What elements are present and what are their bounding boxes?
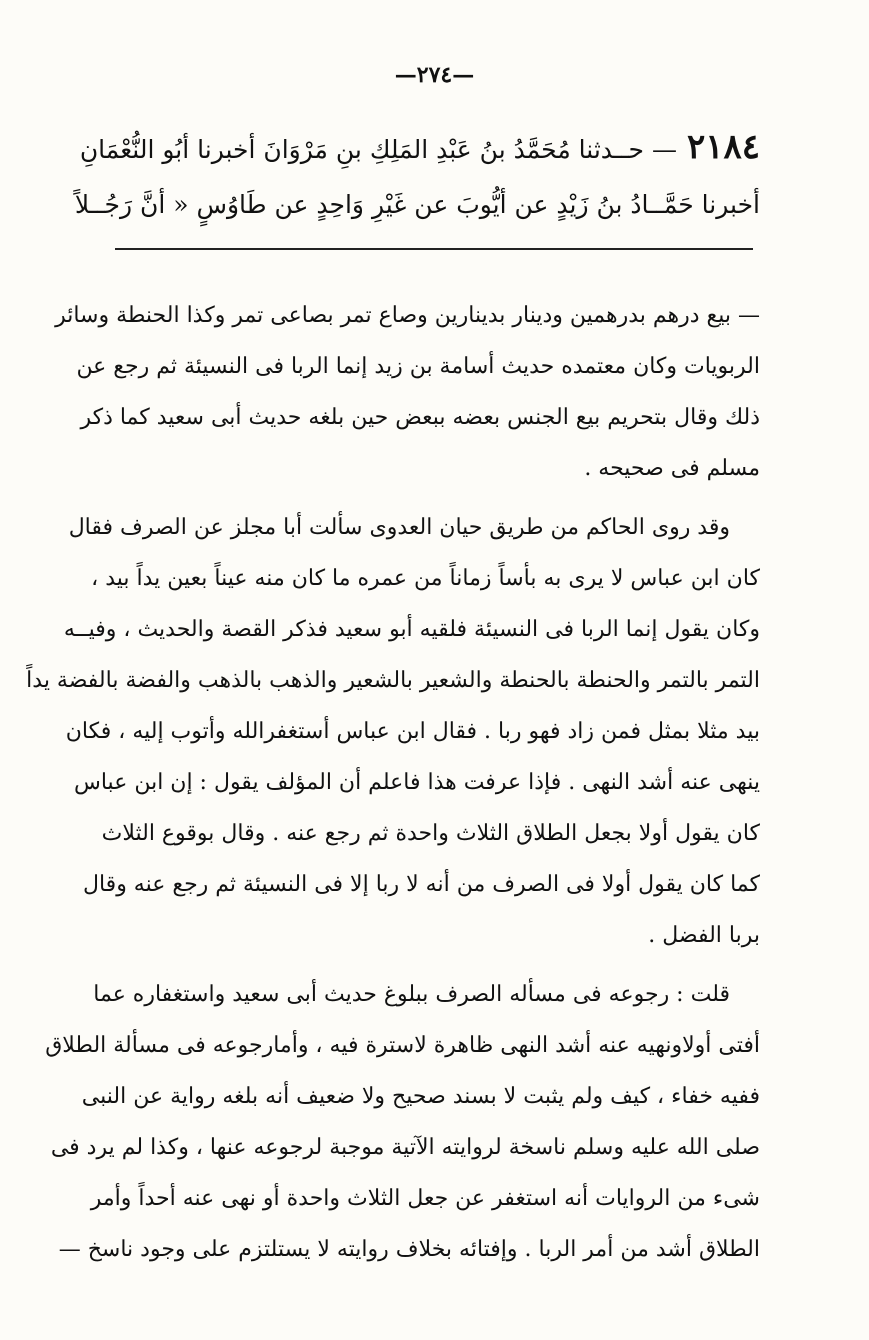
commentary-line: الطلاق أشد من أمر الربا . وإفتائه بخلاف روايته لا يستلتزم على وجود ناسخ —: [58, 1237, 760, 1262]
commentary-line: الربويات وكان معتمده حديث أسامة بن زيد إنما الربا فى النسيئة ثم رجع عن: [76, 354, 760, 379]
commentary-line: شىء من الروايات أنه استغفر عن جعل الثلاث واحدة أو نهى عنه أحداً وأمر: [90, 1186, 760, 1211]
commentary-line: مسلم فى صحيحه .: [584, 456, 760, 481]
commentary-line: كان يقول أولا بجعل الطلاق الثلاث واحدة ثم رجع عنه . وقال بوقوع الثلاث: [101, 821, 760, 846]
separator-rule: [115, 248, 753, 250]
hadith-text: [74, 118, 760, 234]
commentary-line: صلى الله عليه وسلم ناسخة لروايته الآتية موجبة لرجوعه عنها ، وكذا لم يرد فى: [50, 1135, 760, 1160]
commentary-line: التمر بالتمر والحنطة بالحنطة والشعير بالشعير والذهب بالذهب والفضة بالفضة يداً: [26, 668, 760, 693]
commentary-line: ذلك وقال بتحريم بيع الجنس بعضه ببعض حين بلغه حديث أبى سعيد كما ذكر: [80, 405, 760, 430]
commentary-line: قلت : رجوعه فى مسأله الصرف ببلوغ حديث أبى سعيد واستغفاره عما: [93, 982, 730, 1007]
hadith-line-1-text: — حــدثنا مُحَمَّدُ بنُ عَبْدِ المَلِكِ بنِ مَرْوَانَ أخبرنا أبُو النُّعْمَانِ: [79, 135, 677, 164]
commentary-line: كان ابن عباس لا يرى به بأساً زماناً من عمره ما كان منه عيناً بعين يداً بيد ،: [91, 566, 760, 591]
commentary-line: وقد روى الحاكم من طريق حيان العدوى سألت أبا مجلز عن الصرف فقال: [68, 515, 730, 540]
hadith-line-1: [79, 118, 760, 176]
commentary-line: بيد مثلا بمثل فمن زاد فهو ربا . فقال ابن عباس أستغفرالله وأتوب إليه ، فكان: [65, 719, 760, 744]
commentary-line: بربا الفضل .: [648, 923, 760, 948]
commentary-line: — بيع درهم بدرهمين ودينار بدينارين وصاع تمر بصاعى تمر وكذا الحنطة وسائر: [55, 303, 760, 328]
page-number: —٢٧٤—: [394, 62, 475, 88]
commentary-line: وكان يقول إنما الربا فى النسيئة فلقيه أبو سعيد فذكر القصة والحديث ، وفيــه: [63, 617, 760, 642]
hadith-number: ٢١٨٤: [686, 127, 760, 167]
commentary-section: [26, 290, 760, 1275]
commentary-line: ينهى عنه أشد النهى . فإذا عرفت هذا فاعلم أن المؤلف يقول : إن ابن عباس: [74, 770, 760, 795]
hadith-line-2: أخبرنا حَمَّــادُ بنُ زَيْدٍ عن أيُّوبَ عن غَيْرِ وَاحِدٍ عن طَاوُسٍ « أنَّ رَجُــلاً: [74, 190, 760, 219]
commentary-line: ففيه خفاء ، كيف ولم يثبت لا بسند صحيح ولا ضعيف أنه بلغه رواية عن النبى: [81, 1084, 760, 1109]
commentary-paragraph-2: [26, 502, 760, 961]
commentary-paragraph-3: [45, 969, 760, 1275]
commentary-line: كما كان يقول أولا فى الصرف من أنه لا ربا إلا فى النسيئة ثم رجع عنه وقال: [82, 872, 760, 897]
commentary-paragraph-1: [55, 290, 760, 494]
commentary-line: أفتى أولاونهيه عنه أشد النهى ظاهرة لاسترة فيه ، وأمارجوعه فى مسألة الطلاق: [45, 1033, 760, 1058]
